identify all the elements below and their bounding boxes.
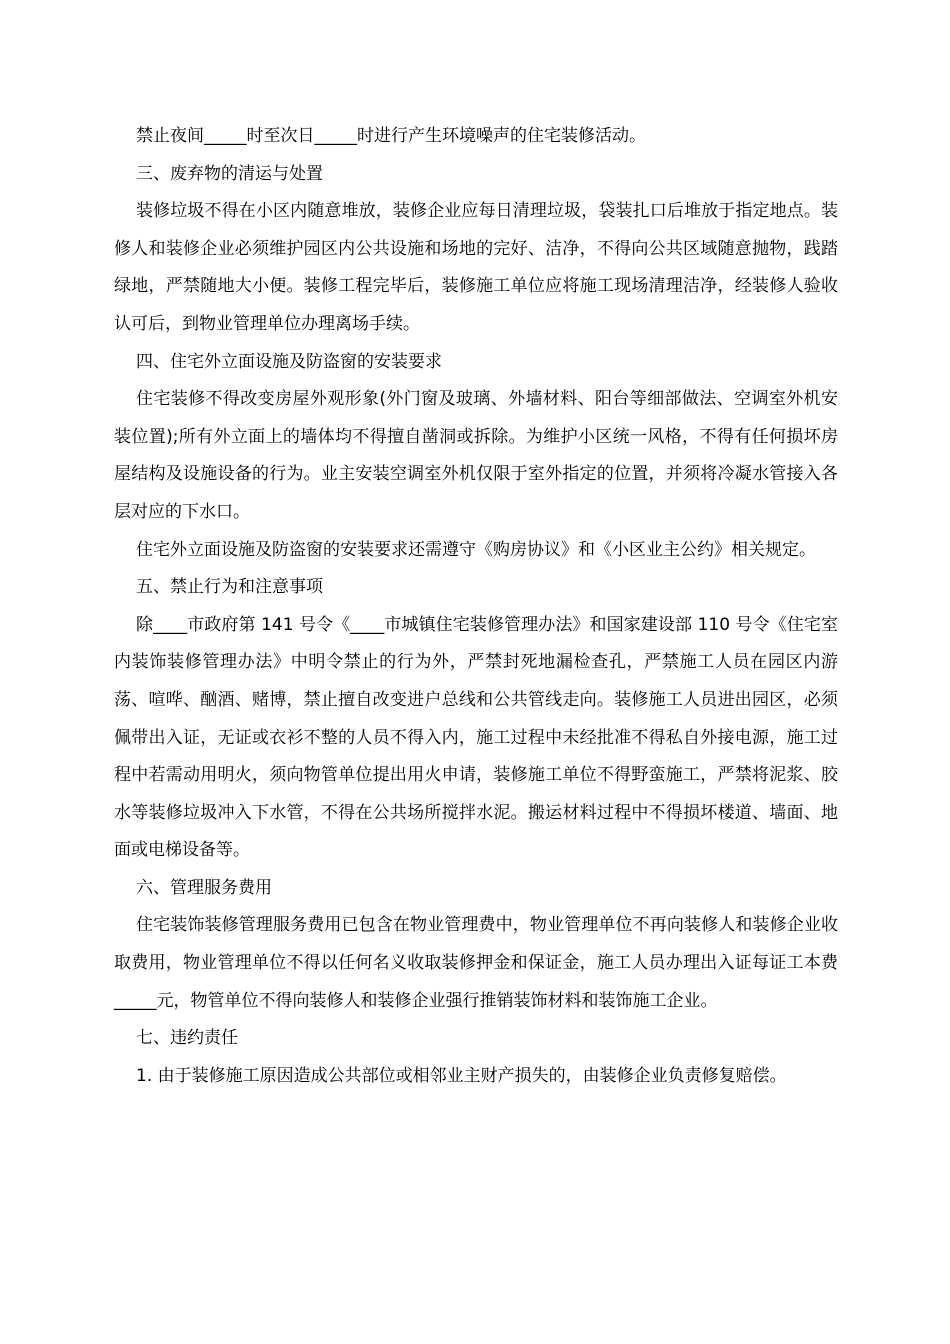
- section-heading-prohibited: 五、禁止行为和注意事项: [136, 577, 323, 598]
- paragraph-facade: 住宅装修不得改变房屋外观形象(外门窗及玻璃、外墙材料、阳台等细部做法、空调室外机安装位置);所有外立面上的墙体均不得擅自凿洞或拆除。为维护小区统一风格，不得有任何损坏房屋结构及设施设备的行为。业主安装空调室外机仅限于室外指定的位置，并须将冷凝水管接入各层对应的下水口。: [114, 389, 838, 522]
- section-heading-liability: 七、违约责任: [136, 1028, 238, 1049]
- paragraph-liability-1: 1. 由于装修施工原因造成公共部位或相邻业主财产损失的，由装修企业负责修复赔偿。: [136, 1065, 787, 1086]
- section-heading-fees: 六、管理服务费用: [136, 877, 272, 898]
- paragraph-prohibited: 除____市政府第 141 号令《____市城镇住宅装修管理办法》和国家建设部 110 号令《住宅室内装饰装修管理办法》中明令禁止的行为外，严禁封死地漏检查孔，严禁施工人员在园区内游荡、喧哗、酗酒、赌博，禁止擅自改变进户总线和公共管线走向。装修施工人员进出园区，必须佩带出入证，无证或衣衫不整的人员不得入内，施工过程中未经批准不得私自外接电源，施工过程中若需动用明火，须向物管单位提出用火申请，装修施工单位不得野蛮施工，严禁将泥浆、胶水等装修垃圾冲入下水管，不得在公共场所搅拌水泥。搬运材料过程中不得损坏楼道、墙面、地面或电梯设备等。: [114, 614, 838, 861]
- document-page: [114, 118, 838, 1095]
- paragraph-fees: 住宅装饰装修管理服务费用已包含在物业管理费中，物业管理单位不再向装修人和装修企业收取费用，物业管理单位不得以任何名义收取装修押金和保证金，施工人员办理出入证每证工本费_____元，物管单位不得向装修人和装修企业强行推销装饰材料和装饰施工企业。: [114, 915, 838, 1011]
- paragraph-night-noise: 禁止夜间_____时至次日_____时进行产生环境噪声的住宅装修活动。: [136, 126, 646, 146]
- paragraph-facade-rules: 住宅外立面设施及防盗窗的安装要求还需遵守《购房协议》和《小区业主公约》相关规定。: [136, 539, 816, 560]
- paragraph-waste: 装修垃圾不得在小区内随意堆放，装修企业应每日清理垃圾，袋装扎口后堆放于指定地点。装修人和装修企业必须维护园区内公共设施和场地的完好、洁净，不得向公共区域随意抛物，践踏绿地，严禁随地大小便。装修工程完毕后，装修施工单位应将施工现场清理洁净，经装修人验收认可后，到物业管理单位办理离场手续。: [114, 201, 838, 334]
- section-heading-waste: 三、废弃物的清运与处置: [136, 163, 323, 184]
- section-heading-facade: 四、住宅外立面设施及防盗窗的安装要求: [136, 351, 442, 372]
